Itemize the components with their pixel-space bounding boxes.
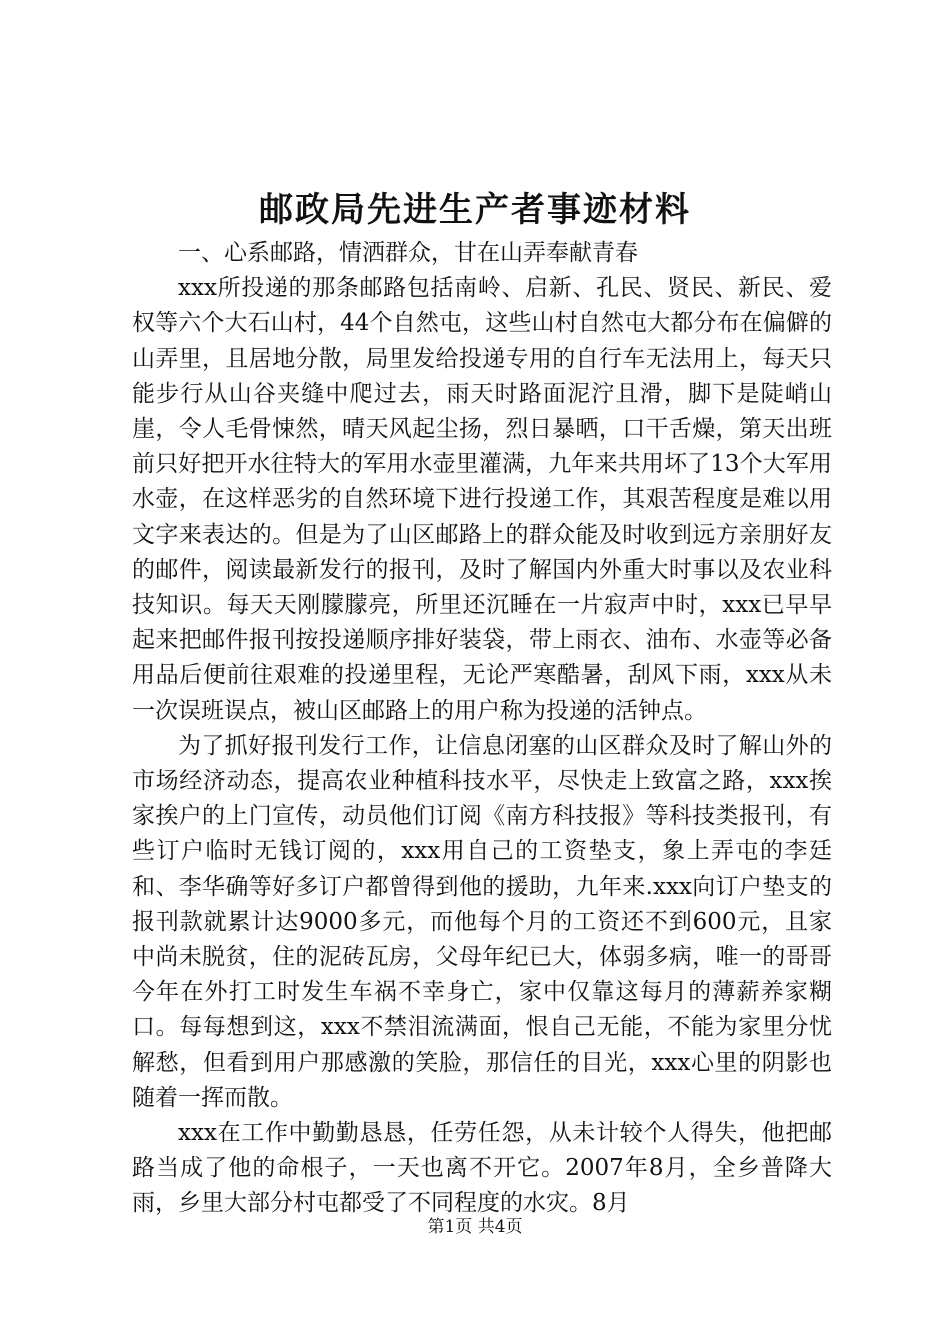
paragraph-3: xxx在工作中勤勤恳恳，任劳任怨，从未计较个人得失，他把邮路当成了他的命根子，一天也离不开它。2007年8月，全乡普降大雨，乡里大部分村屯都受了不同程度的水灾。8月: [132, 1120, 832, 1217]
document-body: [132, 236, 832, 1222]
document-title: 邮政局先进生产者事迹材料: [259, 190, 691, 230]
section-heading: 一、心系邮路，情洒群众，甘在山弄奉献青春: [178, 240, 638, 266]
page-footer: 第1页 共4页: [427, 1217, 523, 1237]
paragraph-1: xxx所投递的那条邮路包括南岭、启新、孔民、贤民、新民、爱权等六个大石山村，44个自然屯，这些山村自然屯大都分布在偏僻的山弄里，且居地分散，局里发给投递专用的自行车无法用上，每天只能步行从山谷夹缝中爬过去，雨天时路面泥泞且滑，脚下是陡峭山崖，令人毛骨悚然，晴天风起尘扬，烈日暴晒，口干舌燥，第天出班前只好把开水往特大的军用水壶里灌满，九年来共用坏了13个大军用水壶，在这样恶劣的自然环境下进行投递工作，其艰苦程度是难以用文字来表达的。但是为了山区邮路上的群众能及时收到远方亲朋好友的邮件，阅读最新发行的报刊，及时了解国内外重大时事以及农业科技知识。每天天刚朦朦亮，所里还沉睡在一片寂声中时，xxx已早早起来把邮件报刊按投递顺序排好装袋，带上雨衣、油布、水壶等必备用品后便前往艰难的投递里程，无论严寒酷暑，刮风下雨，xxx从未一次误班误点，被山区邮路上的用户称为投递的活钟点。: [132, 275, 832, 724]
paragraph-2: 为了抓好报刊发行工作，让信息闭塞的山区群众及时了解山外的市场经济动态，提高农业种植科技水平，尽快走上致富之路，xxx挨家挨户的上门宣传，动员他们订阅《南方科技报》等科技类报刊，有些订户临时无钱订阅的，xxx用自己的工资垫支，象上弄屯的李廷和、李华确等好多订户都曾得到他的援助，九年来.xxx向订户垫支的报刊款就累计达9000多元，而他每个月的工资还不到600元，且家中尚未脱贫，住的泥砖瓦房，父母年纪已大，体弱多病，唯一的哥哥今年在外打工时发生车祸不幸身亡，家中仅靠这每月的薄薪养家糊口。每每想到这，xxx不禁泪流满面，恨自己无能，不能为家里分忧解愁，但看到用户那感激的笑脸，那信任的目光，xxx心里的阴影也随着一挥而散。: [132, 732, 832, 1111]
